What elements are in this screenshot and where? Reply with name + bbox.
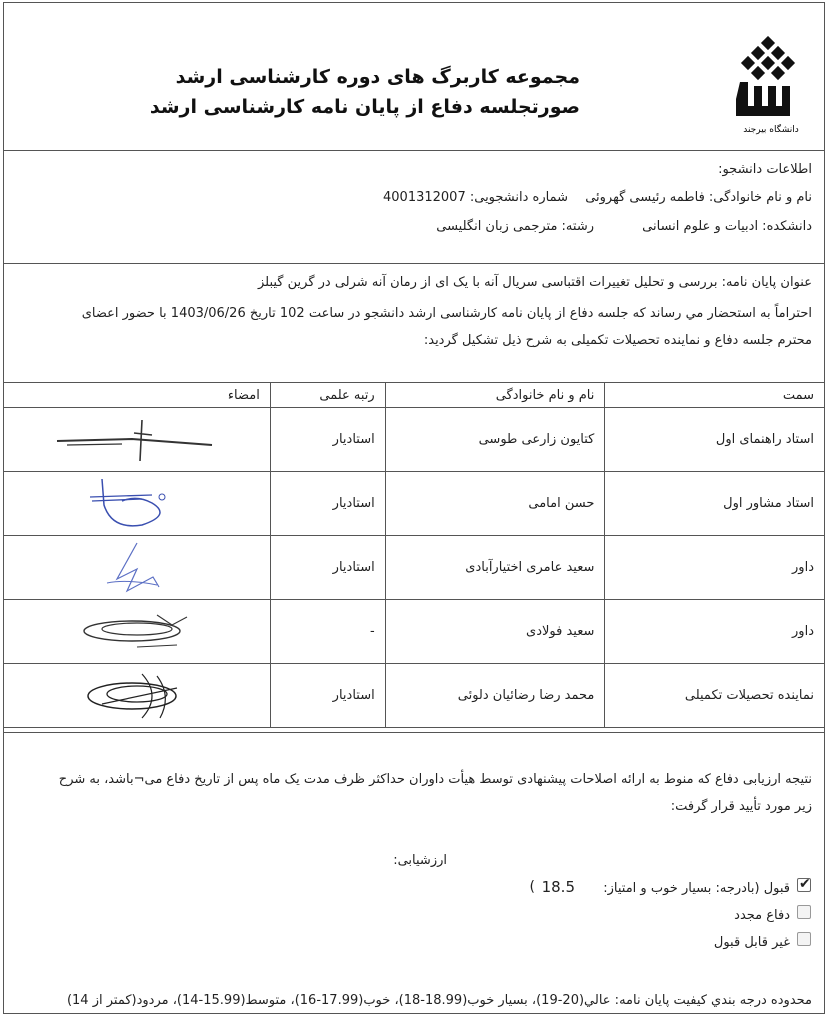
evaluation-label: ارزشیابی: xyxy=(393,853,447,868)
signature-image xyxy=(82,668,192,724)
table-row xyxy=(4,408,825,472)
role-cell: داور xyxy=(605,600,825,664)
grading-note: محدوده درجه بندي كيفيت پايان نامه: عالي(20-19)، بسيار خوب(18.99-18)، خوب(17.99-16)، متوسط(15.99-14)، مردود(کمتر از 14) xyxy=(66,993,812,1008)
rank-cell: استادیار xyxy=(270,408,385,472)
table-row xyxy=(4,664,825,728)
redefense-checkbox[interactable] xyxy=(797,905,811,919)
signature-cell xyxy=(4,600,271,664)
role-cell: داور xyxy=(605,536,825,600)
result-line-1: نتیجه ارزیابی دفاع که منوط به ارائه اصلاحات پیشنهادی توسط هیأت داوران حداکثر ظرف مدت یک ماه پس از تاریخ دفاع می¬باشد، به شرح xyxy=(58,772,812,787)
intro-line-1: احتراماً به استحضار مي رساند که جلسه دفاع از پایان نامه کارشناسی ارشد دانشجو در ساعت 102 تاریخ 1403/06/26 با حضور اعضای xyxy=(81,306,812,321)
role-cell: نماینده تحصیلات تکمیلی xyxy=(605,664,825,728)
reject-checkbox[interactable] xyxy=(797,932,811,946)
committee-table xyxy=(3,382,825,728)
university-logo xyxy=(736,36,806,146)
signature-cell xyxy=(4,536,271,600)
form-title: مجموعه کاربرگ های دوره کارشناسی ارشد xyxy=(175,66,580,88)
signature-image xyxy=(97,539,177,597)
intro-line-2: محترم جلسه دفاع و نماینده تحصیلات تکمیلی به شرح ذیل تشکیل گردید: xyxy=(423,333,812,348)
student-name: نام و نام خانوادگی: فاطمه رئیسی گهروئی xyxy=(585,190,812,205)
accept-label: قبول (بادرجه: بسیار خوب و امتیاز: xyxy=(603,881,790,896)
header-signature: امضاء xyxy=(4,383,271,408)
logo-caption: دانشگاه بیرجند xyxy=(743,125,799,135)
student-faculty: دانشکده: ادبیات و علوم انسانی xyxy=(642,219,812,234)
rank-cell: استادیار xyxy=(270,536,385,600)
name-cell: حسن امامی xyxy=(385,472,605,536)
header-rank: رتبه علمی xyxy=(270,383,385,408)
redefense-label: دفاع مجدد xyxy=(734,908,790,923)
table-header-row xyxy=(4,383,825,408)
signature-cell xyxy=(4,664,271,728)
table-row xyxy=(4,536,825,600)
score-close-paren: ) xyxy=(529,879,535,895)
signature-image xyxy=(82,475,192,533)
name-cell: سعید عامری اختیارآبادی xyxy=(385,536,605,600)
signature-cell xyxy=(4,408,271,472)
thesis-title: عنوان پایان نامه: بررسی و تحلیل تغییرات اقتباسی سریال آنه با یک ای از رمان آنه شرلی در گرین گیبلز xyxy=(257,275,812,290)
reject-label: غیر قابل قبول xyxy=(713,935,790,950)
role-cell: استاد راهنمای اول xyxy=(605,408,825,472)
rank-cell: - xyxy=(270,600,385,664)
table-row xyxy=(4,472,825,536)
rank-cell: استادیار xyxy=(270,664,385,728)
form-subtitle: صورتجلسه دفاع از پایان نامه کارشناسی ارشد xyxy=(149,96,580,118)
result-line-2: زیر مورد تأیید قرار گرفت: xyxy=(670,799,812,814)
rank-cell: استادیار xyxy=(270,472,385,536)
student-id: شماره دانشجویی: 4001312007 xyxy=(383,190,568,205)
score-value: 18.5 xyxy=(541,878,575,896)
signature-cell xyxy=(4,472,271,536)
header-name: نام و نام خانوادگی xyxy=(385,383,605,408)
signature-image xyxy=(52,415,222,465)
divider xyxy=(3,150,825,151)
role-cell: استاد مشاور اول xyxy=(605,472,825,536)
header-role: سمت xyxy=(605,383,825,408)
divider xyxy=(3,732,825,733)
name-cell: کتایون زارعی طوسی xyxy=(385,408,605,472)
name-cell: محمد رضا رضائیان دلوئی xyxy=(385,664,605,728)
student-field: رشته: مترجمی زبان انگلیسی xyxy=(436,219,594,234)
divider xyxy=(3,263,825,264)
table-row xyxy=(4,600,825,664)
signature-image xyxy=(77,607,197,657)
name-cell: سعید فولادی xyxy=(385,600,605,664)
accept-checkbox[interactable]: ✔ xyxy=(799,876,811,892)
student-section-label: اطلاعات دانشجو: xyxy=(718,162,812,177)
